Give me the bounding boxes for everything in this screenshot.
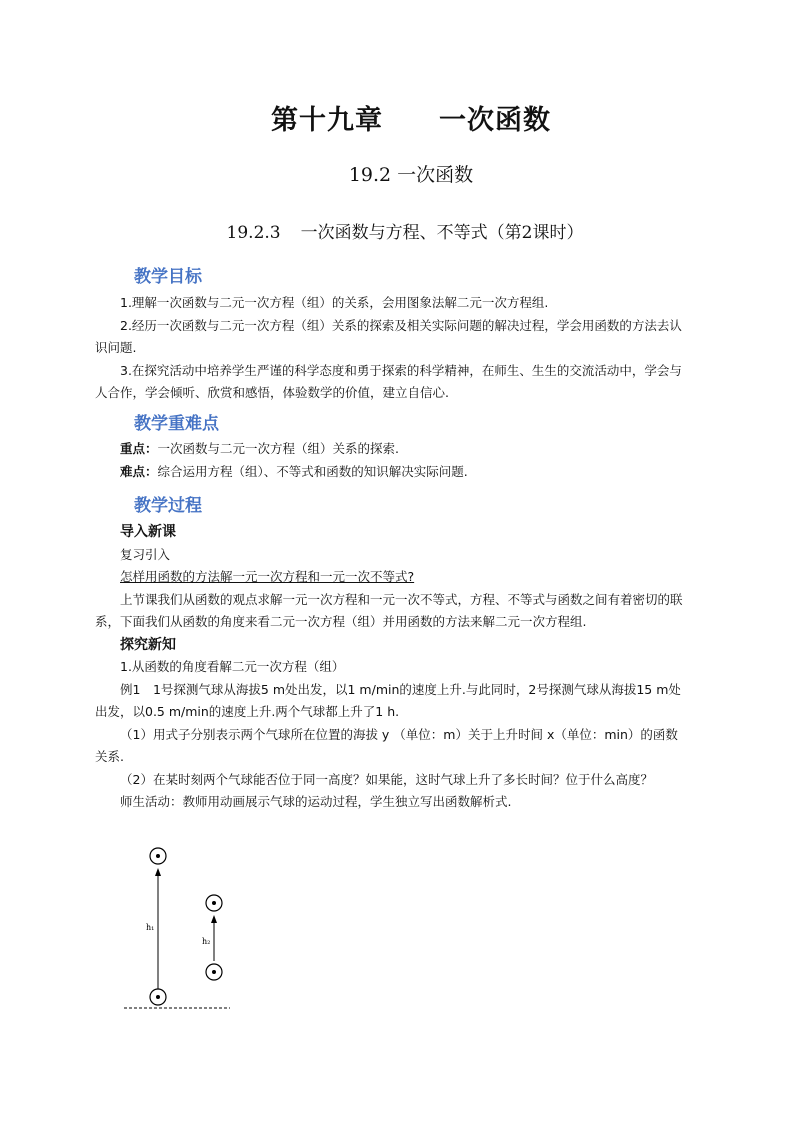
goal-item: 2.经历一次函数与二元一次方程（组）关系的探索及相关实际问题的解决过程，学会用函数的方法去认识问题. [95,317,682,355]
chapter-name: 一次函数 [439,105,551,136]
h2-arrowhead [211,915,217,923]
h1-label: h₁ [146,923,155,932]
chapter-title [0,98,794,137]
keypoints-block [95,438,690,483]
lesson-name: 一次函数与方程、不等式（第2课时） [300,223,584,243]
difficulty-line [95,461,690,484]
balloon-1-top [150,848,166,864]
h1-arrowhead [155,868,161,876]
explore-subheading: 1.从函数的角度看解二元一次方程（组） [120,659,345,674]
goals-heading: 教学目标 [134,267,202,287]
question-2: （2）在某时刻两个气球能否位于同一高度？如果能，这时气球上升了多长时间？位于什么高度？ [120,771,653,787]
focus-text: 一次函数与二元一次方程（组）关系的探索. [157,441,399,456]
intro-paragraph: 上节课我们从函数的观点求解一元一次方程和一元一次不等式，方程、不等式与函数之间有着密切的联系，下面我们从函数的角度来看二元一次方程（组）并用函数的方法来解二元一次方程组. [95,591,683,629]
question-1: （1）用式子分别表示两个气球所在位置的海拔 y （单位：m）关于上升时间 x（单位：min）的函数关系. [95,726,678,764]
review-label: 复习引入 [120,546,171,562]
focus-label: 重点： [120,441,158,456]
process-heading: 教学过程 [134,496,202,516]
lesson-title [0,218,794,243]
difficulty-label: 难点： [120,463,158,479]
h2-label: h₂ [202,937,211,946]
balloon-1-start [150,989,166,1005]
balloon-2-top [206,895,222,911]
goal-item: 3.在探究活动中培养学生严谨的科学态度和勇于探索的科学精神，在师生、生生的交流活动中，学会与人合作，学会倾听、欣赏和感悟，体验数学的价值，建立自信心. [95,362,682,400]
section-title: 19.2 一次函数 [348,164,474,186]
goal-item: 1.理解一次函数与二元一次方程（组）的关系，会用图象法解二元一次方程组. [120,295,549,310]
review-question: 怎样用函数的方法解一元一次方程和一元一次不等式? [120,569,415,584]
balloon-2-start [206,964,222,980]
balloon-figure [118,838,248,1018]
example-text: 例1 1号探测气球从海拔5 m处出发，以1 m/min的速度上升.与此同时，2号探测气球从海拔15 m处出发，以0.5 m/min的速度上升.两个气球都上升了1 h. [95,681,681,719]
process-block [95,521,690,814]
explore-heading: 探究新知 [120,636,176,653]
difficulty-text: 综合运用方程（组）、不等式和函数的知识解决实际问题. [157,463,468,479]
keypoints-heading: 教学重难点 [134,414,219,434]
lesson-number: 19.2.3 [226,223,281,243]
activity-text: 师生活动：教师用动画展示气球的运动过程，学生独立写出函数解析式. [120,794,512,809]
intro-heading: 导入新课 [120,524,176,540]
goals-list [95,292,690,405]
chapter-number: 第十九章 [271,105,383,136]
focus-line [95,438,690,461]
